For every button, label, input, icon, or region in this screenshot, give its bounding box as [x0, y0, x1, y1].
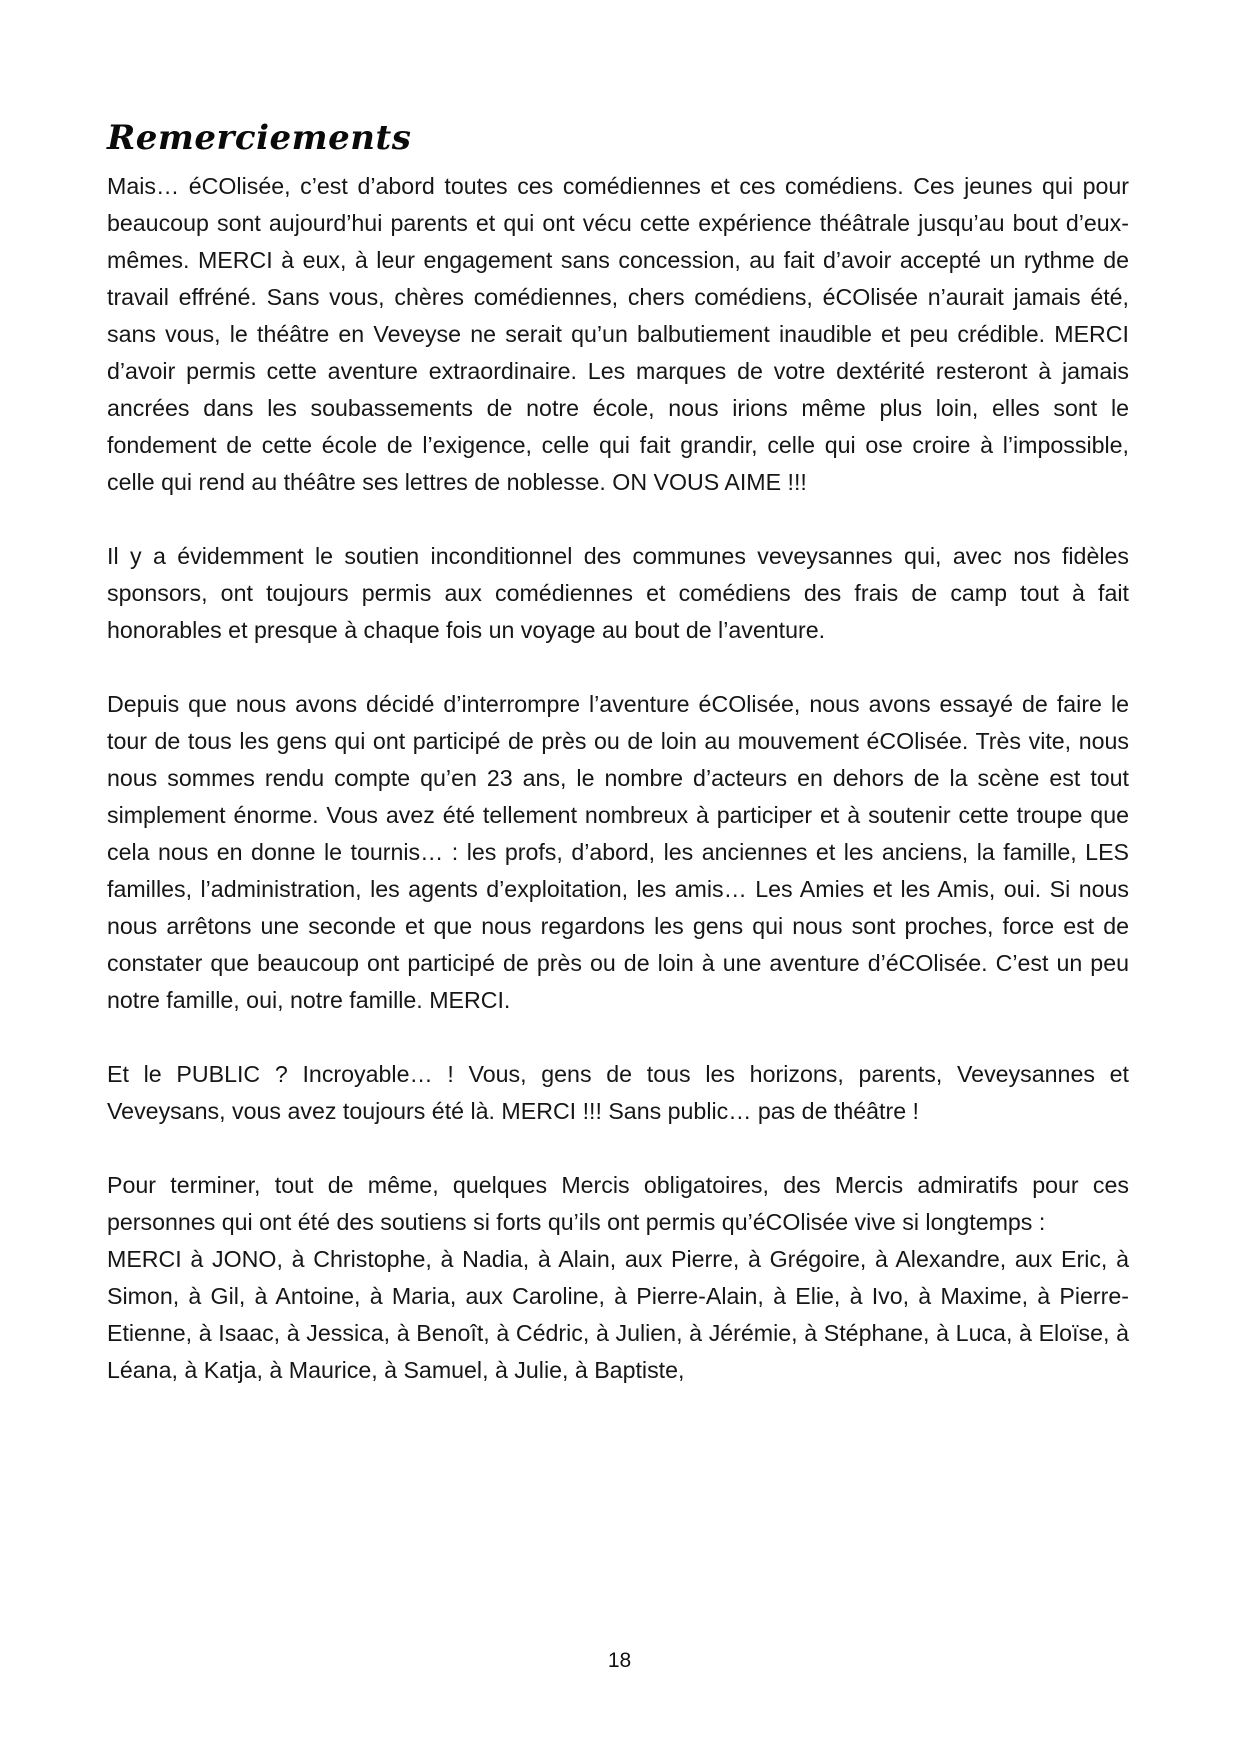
- paragraph-communes-sponsors: Il y a évidemment le soutien inconditionnel des communes veveysannes qui, avec nos fidèles sponsors, ont toujours permis aux comédiennes et comédiens des frais de camp tout à fait honorables et presque à chaque fois un voyage au bout de l’aventure.: [107, 543, 1129, 643]
- paragraph-closing-intro: Pour terminer, tout de même, quelques Mercis obligatoires, des Mercis admiratifs pour ces personnes qui ont été des soutiens si forts qu’ils ont permis qu’éCOlisée vive si longtemps :: [107, 1172, 1129, 1235]
- body-text: [107, 168, 1129, 1389]
- paragraph-offstage-contributors: Depuis que nous avons décidé d’interrompre l’aventure éCOlisée, nous avons essayé de faire le tour de tous les gens qui ont participé de près ou de loin au mouvement éCOlisée. Très vite, nous nous sommes rendu compte qu’en 23 ans, le nombre d’acteurs en dehors de la scène est tout simplement énorme. Vous avez été tellement nombreux à participer et à soutenir cette troupe que cela nous en donne le tournis… : les profs, d’abord, les anciennes et les anciens, la famille, LES familles, l’administration, les agents d’exploitation, les amis… Les Amies et les Amis, oui. Si nous nous arrêtons une seconde et que nous regardons les gens qui nous sont proches, force est de constater que beaucoup ont participé de près ou de loin à une aventure d’éCOlisée. C’est un peu notre famille, oui, notre famille. MERCI.: [107, 691, 1129, 1013]
- section-title: Remerciements: [107, 118, 412, 158]
- paragraph-actors-thanks: Mais… éCOlisée, c’est d’abord toutes ces comédiennes et ces comédiens. Ces jeunes qui pour beaucoup sont aujourd’hui parents et qui ont vécu cette expérience théâtrale jusqu’au bout d’eux-mêmes. MERCI à eux, à leur engagement sans concession, au fait d’avoir accepté un rythme de travail effréné. Sans vous, chères comédiennes, chers comédiens, éCOlisée n’aurait jamais été, sans vous, le théâtre en Veveyse ne serait qu’un balbutiement inaudible et peu crédible. MERCI d’avoir permis cette aventure extraordinaire. Les marques de votre dextérité resteront à jamais ancrées dans les soubassements de notre école, nous irions même plus loin, elles sont le fondement de cette école de l’exigence, celle qui fait grandir, celle qui ose croire à l’impossible, celle qui rend au théâtre ses lettres de noblesse. ON VOUS AIME !!!: [107, 173, 1129, 495]
- thanks-names-list: MERCI à JONO, à Christophe, à Nadia, à Alain, aux Pierre, à Grégoire, à Alexandre, aux Eric, à Simon, à Gil, à Antoine, à Maria, aux Caroline, à Pierre-Alain, à Elie, à Ivo, à Maxime, à Pierre-Etienne, à Isaac, à Jessica, à Benoît, à Cédric, à Julien, à Jérémie, à Stéphane, à Luca, à Eloïse, à Léana, à Katja, à Maurice, à Samuel, à Julie, à Baptiste,: [107, 1246, 1129, 1383]
- paragraph-public-thanks: Et le PUBLIC ? Incroyable… ! Vous, gens de tous les horizons, parents, Veveysannes et Veveysans, vous avez toujours été là. MERCI !!! Sans public… pas de théâtre !: [107, 1061, 1129, 1124]
- page-number: 18: [607, 1649, 632, 1672]
